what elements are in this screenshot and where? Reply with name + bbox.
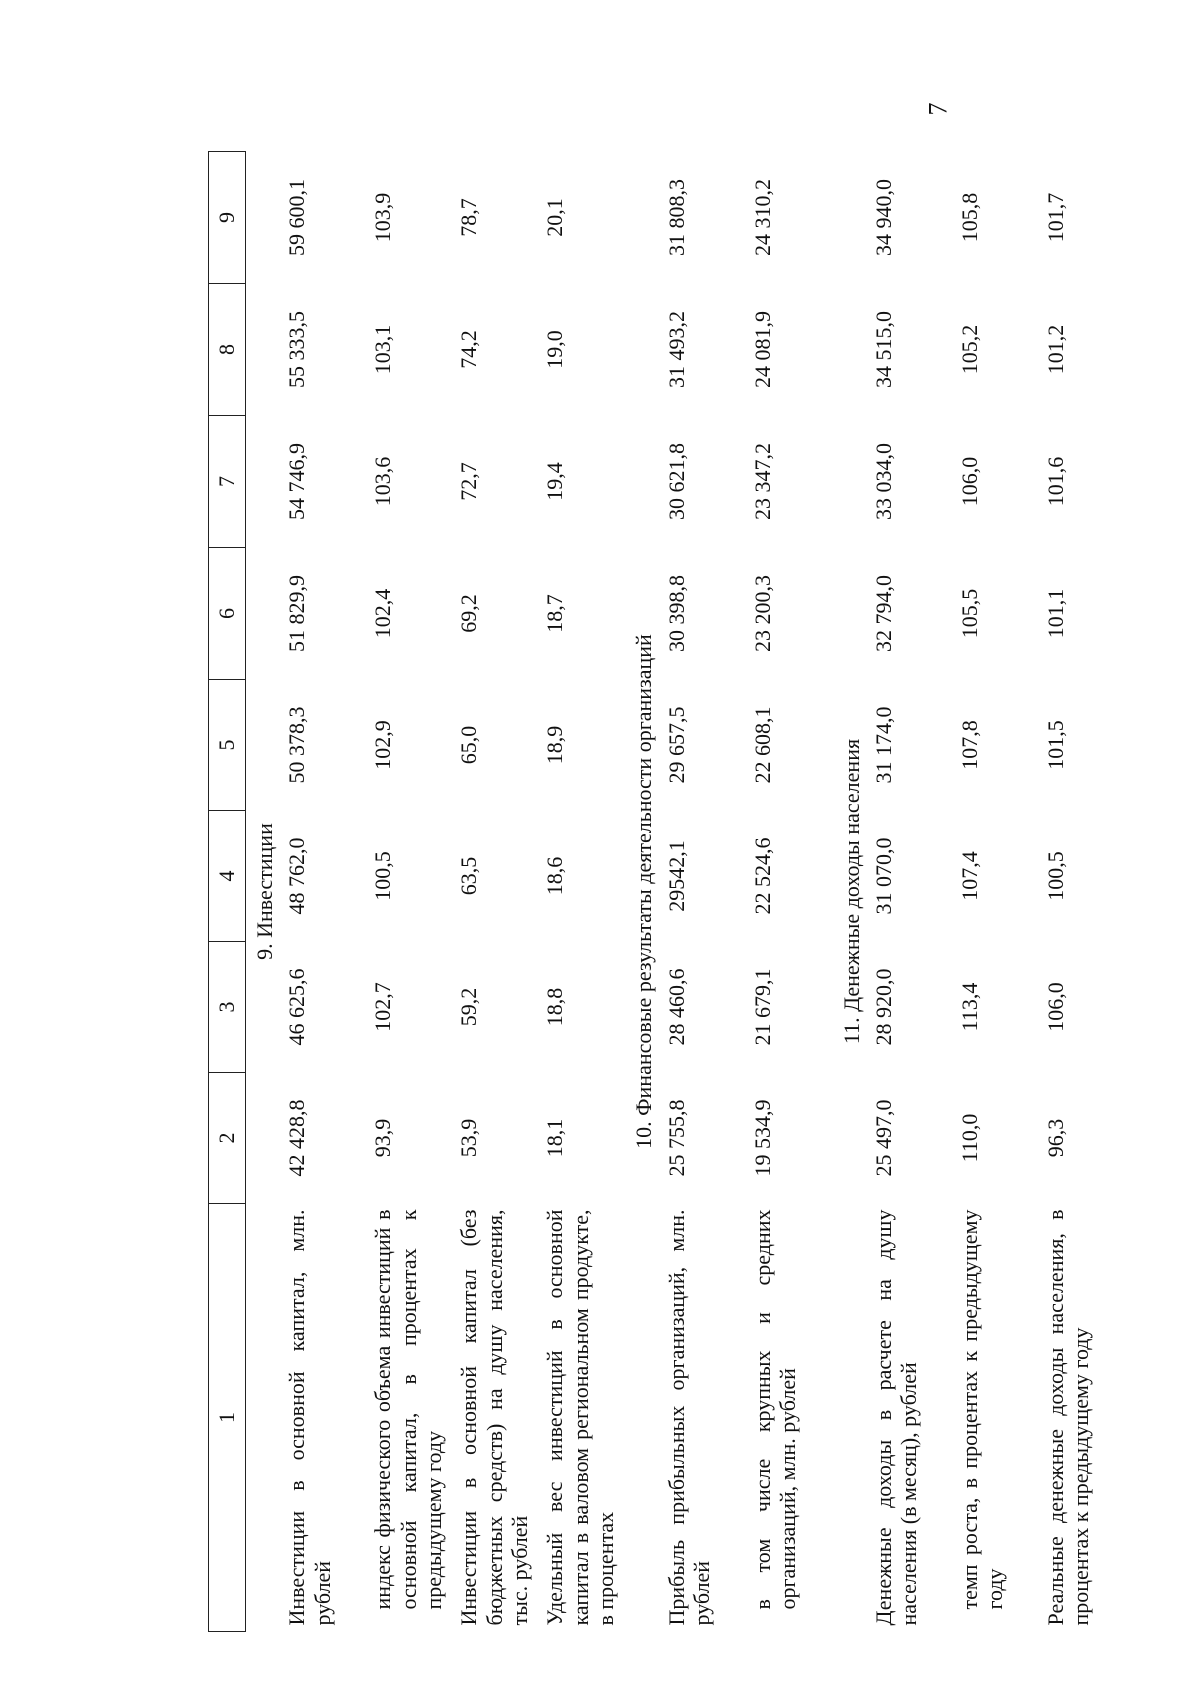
section-title: 11. Денежные доходы населения: [838, 738, 864, 1045]
column-header: 2: [209, 1073, 246, 1204]
table-cell-value: 31 808,3: [663, 179, 689, 256]
table-cell-value: 69,2: [456, 594, 482, 633]
table-cell-value: 55 333,5: [284, 311, 310, 388]
table-cell-value: 101,2: [1042, 324, 1068, 375]
table-cell-value: 93,9: [370, 1118, 396, 1158]
table-cell-value: 101,1: [1042, 588, 1068, 639]
column-header: 6: [209, 548, 246, 680]
table-cell-value: 63,5: [456, 856, 482, 896]
table-cell-value: 18,8: [542, 987, 568, 1027]
table-cell-value: 102,9: [370, 720, 396, 770]
statistics-table-rotated: [208, 152, 1094, 1632]
table-cell-value: 28 460,6: [663, 968, 689, 1046]
table-cell-value: 53,9: [456, 1118, 482, 1158]
table-cell-value: 51 829,9: [284, 575, 310, 652]
statistics-table: [208, 151, 1126, 1632]
table-row: [661, 152, 747, 1632]
column-header: 1: [209, 1204, 246, 1632]
table-cell-value: 101,5: [1042, 720, 1068, 770]
table-cell-value: 101,6: [1042, 456, 1068, 507]
row-label: Денежные доходы в расчете на душу населения (в месяц), рублей: [870, 1209, 922, 1626]
table-cell-value: 19,4: [542, 462, 568, 501]
row-label: индекс физического объема инвестиций в основной капитал, в процентах к предыдущему году: [370, 1209, 446, 1610]
table-cell-value: 107,8: [956, 720, 982, 770]
section-heading-row: [833, 152, 868, 1632]
table-cell-value: 113,4: [956, 982, 982, 1032]
column-header: 5: [209, 680, 246, 811]
table-cell-value: 22 524,6: [749, 837, 775, 915]
table-cell-value: 31 174,0: [870, 706, 896, 784]
table-row: [747, 152, 833, 1632]
table-row: [954, 152, 1040, 1632]
section-heading-row: [625, 152, 660, 1632]
table-cell-value: 101,7: [1042, 192, 1068, 243]
column-header: 7: [209, 416, 246, 548]
table-cell-value: 24 081,9: [749, 311, 775, 388]
table-cell-value: 106,0: [1042, 982, 1068, 1032]
row-label: в том числе крупных и средних организаций, млн. рублей: [749, 1209, 800, 1610]
table-cell-value: 18,9: [542, 725, 568, 765]
table-cell-value: 25 755,8: [663, 1099, 689, 1177]
table-cell-value: 102,4: [370, 588, 396, 639]
table-cell-value: 29 657,5: [663, 706, 689, 784]
table-cell-value: 34 940,0: [870, 179, 896, 256]
table-cell-value: 18,1: [542, 1118, 568, 1158]
table-row: [281, 152, 367, 1632]
table-cell-value: 59 600,1: [284, 179, 310, 256]
table-cell-value: 19,0: [542, 330, 568, 369]
table-cell-value: 59,2: [456, 987, 482, 1027]
page-number: 7: [923, 102, 953, 116]
table-cell-value: 100,5: [1042, 851, 1068, 901]
table-cell-value: 30 621,8: [663, 443, 689, 520]
table-cell-value: 103,1: [370, 324, 396, 375]
table-cell-value: 96,3: [1042, 1118, 1068, 1158]
table-cell-value: 21 679,1: [749, 968, 775, 1046]
table-cell-value: 23 200,3: [749, 575, 775, 652]
section-title: 9. Инвестиции: [252, 823, 277, 960]
table-cell-value: 30 398,8: [663, 575, 689, 652]
table-cell-value: 24 310,2: [749, 179, 775, 256]
table-row: [539, 152, 625, 1632]
table-cell-value: 19 534,9: [749, 1099, 775, 1177]
row-label: Удельный вес инвестиций в основной капитал в валовом региональном продукте, в процентах: [542, 1209, 618, 1626]
table-cell-value: 48 762,0: [284, 837, 310, 915]
table-cell-value: 34 515,0: [870, 311, 896, 388]
table-cell-value: 105,8: [956, 192, 982, 243]
table-body: [246, 152, 1126, 1632]
row-label: Реальные денежные доходы населения, в процентах к предыдущему году: [1042, 1209, 1094, 1626]
table-cell-value: 78,7: [456, 198, 482, 237]
table-cell-value: 100,5: [370, 851, 396, 901]
table-cell-value: 105,2: [956, 324, 982, 375]
table-cell-value: 32 794,0: [870, 575, 896, 652]
table-cell-value: 46 625,6: [284, 968, 310, 1046]
table-cell-value: 23 347,2: [749, 443, 775, 520]
table-cell-value: 102,7: [370, 982, 396, 1032]
column-header: 9: [209, 152, 246, 284]
table-cell-value: 18,7: [542, 594, 568, 633]
table-cell-value: 74,2: [456, 330, 482, 369]
row-label: темп роста, в процентах к предыдущему году: [956, 1209, 1008, 1610]
table-cell-value: 25 497,0: [870, 1099, 896, 1177]
table-cell-value: 105,5: [956, 588, 982, 639]
table-row: [367, 152, 453, 1632]
table-cell-value: 110,0: [956, 1113, 982, 1163]
table-row: [453, 152, 539, 1632]
table-cell-value: 29542,1: [663, 840, 689, 912]
table-cell-value: 28 920,0: [870, 968, 896, 1046]
table-cell-value: 54 746,9: [284, 443, 310, 520]
table-row: [1040, 152, 1126, 1632]
row-label: Инвестиции в основной капитал, млн. рублей: [284, 1209, 335, 1626]
table-cell-value: 103,9: [370, 192, 396, 243]
table-cell-value: 31 493,2: [663, 311, 689, 388]
table-cell-value: 106,0: [956, 456, 982, 507]
table-cell-value: 33 034,0: [870, 443, 896, 520]
table-cell-value: 103,6: [370, 456, 396, 507]
header-row: [209, 152, 246, 1632]
section-title: 10. Финансовые результаты деятельности организаций: [631, 634, 657, 1149]
table-cell-value: 20,1: [542, 198, 568, 237]
table-cell-value: 107,4: [956, 851, 982, 901]
table-cell-value: 18,6: [542, 856, 568, 896]
table-cell-value: 22 608,1: [749, 706, 775, 784]
row-label: Инвестиции в основной капитал (без бюджетных средств) на душу населения, тыс. рублей: [456, 1209, 532, 1626]
column-header: 4: [209, 811, 246, 942]
section-heading-row: [246, 152, 282, 1632]
column-header: 3: [209, 942, 246, 1073]
column-header: 8: [209, 284, 246, 416]
row-label: Прибыль прибыльных организаций, млн. рублей: [663, 1209, 714, 1626]
table-cell-value: 72,7: [456, 462, 482, 501]
table-cell-value: 65,0: [456, 725, 482, 765]
table-cell-value: 50 378,3: [284, 706, 310, 784]
table-cell-value: 42 428,8: [284, 1099, 310, 1177]
table-cell-value: 31 070,0: [870, 837, 896, 915]
table-row: [868, 152, 954, 1632]
